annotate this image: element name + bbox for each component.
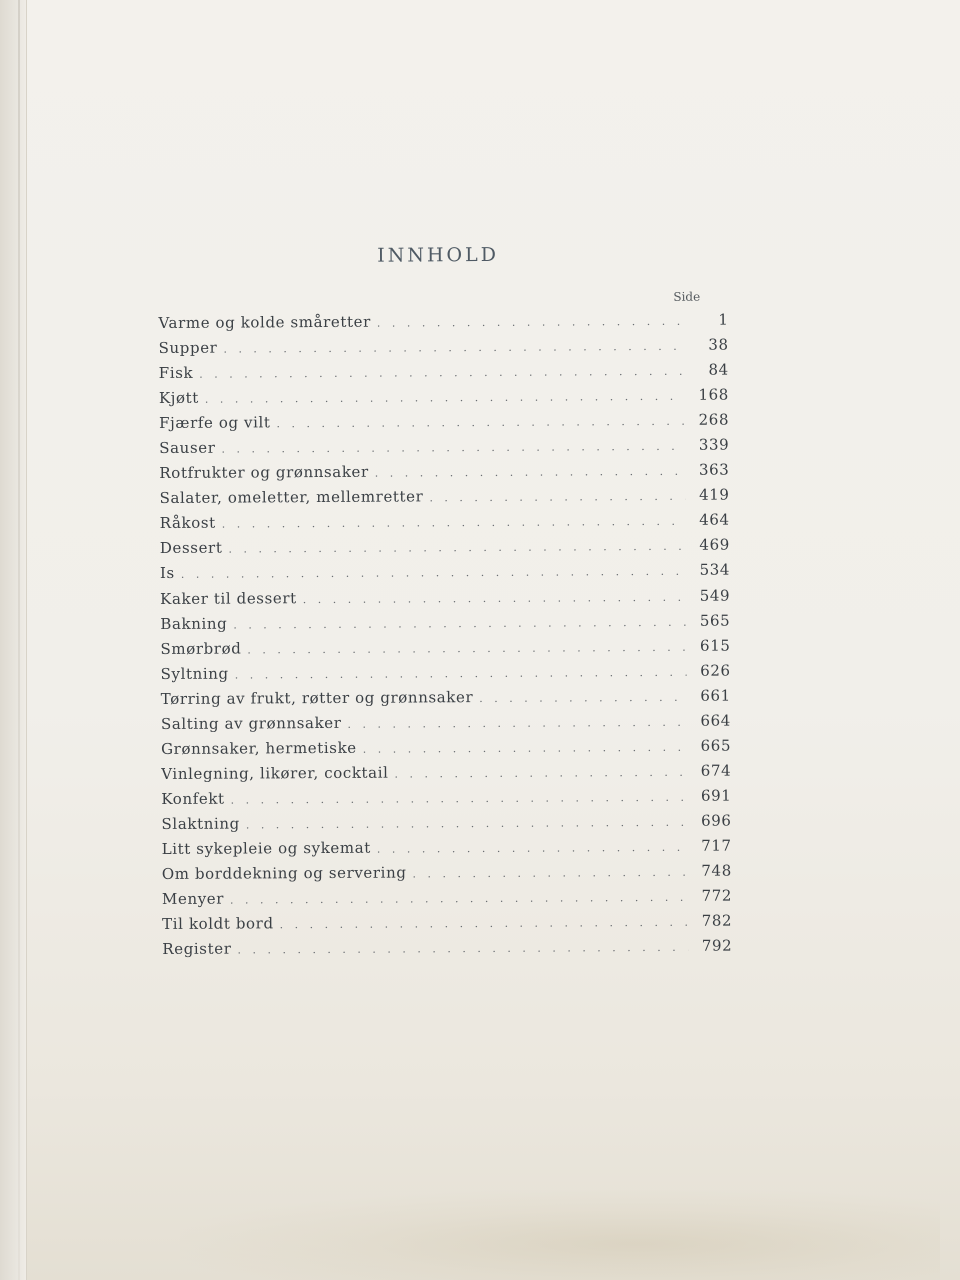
toc-entry-page-number: 549	[699, 586, 731, 605]
toc-entry	[161, 786, 731, 815]
toc-entry	[161, 686, 731, 715]
toc-entry-page-number: 339	[698, 435, 730, 454]
dot-leader	[303, 590, 686, 605]
dot-leader	[199, 365, 685, 381]
toc-entry	[162, 862, 732, 891]
toc-entry-label: Vinlegning, likører, cocktail	[161, 763, 389, 783]
toc-entry	[159, 461, 729, 490]
dot-leader	[377, 315, 685, 330]
dot-leader	[230, 891, 688, 907]
dot-leader	[394, 766, 687, 781]
dot-leader	[246, 816, 688, 832]
toc-entry-page-number: 696	[701, 811, 732, 830]
toc-entry-label: Om borddekning og servering	[161, 863, 407, 884]
toc-entry-page-number: 664	[700, 711, 731, 730]
toc-entry-label: Kjøtt	[158, 388, 199, 408]
toc-entry	[161, 761, 731, 790]
toc-entry	[159, 336, 729, 365]
toc-entry	[159, 411, 729, 440]
toc-entry-label: Register	[162, 939, 232, 959]
dot-leader	[276, 415, 685, 430]
toc-entry-label: Salater, omeletter, mellemretter	[159, 487, 424, 508]
toc-entry	[162, 836, 732, 865]
dot-leader	[377, 841, 688, 856]
dot-leader	[237, 941, 688, 957]
toc-entry-page-number: 626	[700, 661, 731, 680]
toc-entry	[161, 736, 731, 765]
toc-entry	[159, 436, 729, 465]
toc-entry	[161, 711, 731, 740]
toc-entry-label: Sauser	[159, 438, 216, 458]
toc-entry	[162, 912, 732, 941]
toc-entry-label: Råkost	[159, 514, 216, 533]
toc-entry-page-number: 419	[699, 485, 730, 505]
toc-entry-label: Kaker til dessert	[160, 588, 297, 608]
toc-entry-label: Dessert	[159, 539, 223, 558]
toc-entry-page-number: 534	[699, 560, 731, 580]
dot-leader	[429, 490, 685, 505]
toc-entry	[162, 887, 732, 916]
toc-entry-label: Is	[159, 564, 175, 583]
side-column-label: Side	[673, 289, 701, 304]
toc-entry-label: Konfekt	[161, 789, 225, 808]
dot-leader	[412, 866, 687, 881]
toc-entry	[160, 536, 730, 565]
dot-leader	[223, 340, 684, 356]
toc-entry	[161, 811, 731, 840]
dot-leader	[231, 791, 688, 807]
toc-entry-page-number: 772	[701, 886, 733, 905]
toc-entry-page-number: 469	[699, 535, 730, 555]
toc-entry	[160, 586, 730, 615]
dot-leader	[363, 741, 687, 756]
dot-leader	[181, 565, 686, 581]
toc-entry-page-number: 38	[708, 335, 729, 354]
toc-title: INNHOLD	[377, 243, 500, 267]
page-crease	[18, 0, 20, 1280]
water-stain	[180, 1190, 940, 1280]
toc-entry	[159, 486, 729, 515]
toc-entry-page-number: 665	[700, 736, 732, 755]
toc-entry-label: Grønnsaker, hermetiske	[161, 738, 357, 758]
toc-entry-label: Salting av grønnsaker	[160, 713, 342, 733]
dot-leader	[247, 640, 686, 656]
toc-entry-page-number: 268	[698, 410, 730, 429]
toc-entry	[160, 611, 730, 640]
toc-entry	[160, 636, 730, 665]
toc-entry-label: Smørbrød	[160, 639, 242, 658]
toc-entry-page-number: 691	[700, 786, 732, 805]
toc-entry	[158, 311, 728, 340]
toc-entry-page-number: 792	[701, 936, 733, 955]
toc-entry-page-number: 363	[698, 460, 730, 479]
toc-entry-page-number: 748	[701, 861, 732, 880]
toc-entry-label: Fjærfe og vilt	[159, 413, 271, 433]
dot-leader	[280, 916, 689, 931]
dot-leader	[233, 615, 686, 631]
toc-entry-label: Bakning	[160, 614, 228, 633]
dot-leader	[228, 540, 685, 556]
toc-entry-page-number: 168	[698, 385, 729, 404]
dot-leader	[479, 690, 687, 704]
toc-entry-page-number: 464	[699, 510, 730, 530]
toc-entry-page-number: 565	[699, 611, 731, 630]
toc-entry-label: Litt sykepleie og sykemat	[161, 838, 371, 858]
toc-entry-page-number: 674	[700, 761, 732, 780]
toc-entry-page-number: 717	[701, 836, 732, 855]
dot-leader	[347, 716, 687, 731]
toc-entry-label: Menyer	[161, 889, 225, 909]
dot-leader	[205, 390, 685, 406]
toc-entry-label: Rotfrukter og grønnsaker	[159, 462, 369, 483]
toc-entry-page-number: 661	[700, 686, 731, 705]
dot-leader	[222, 515, 686, 531]
toc-entry	[159, 361, 729, 390]
toc-entry-label: Tørring av frukt, røtter og grønnsaker	[160, 687, 474, 708]
spine-edge	[0, 0, 27, 1280]
toc-entry	[160, 561, 730, 590]
toc-entry-label: Varme og kolde småretter	[158, 312, 371, 332]
toc-entry-label: Supper	[158, 338, 218, 358]
dot-leader	[221, 440, 685, 456]
table-of-contents	[158, 243, 732, 976]
toc-entry-label: Syltning	[160, 664, 229, 683]
toc-entry-page-number: 615	[699, 636, 731, 655]
toc-entry-page-number: 1	[718, 310, 729, 329]
toc-entry-label: Fisk	[158, 363, 194, 383]
toc-entry	[162, 937, 732, 966]
toc-entry	[161, 661, 731, 690]
dot-leader	[375, 465, 686, 480]
toc-entries	[158, 311, 732, 966]
toc-entry-label: Til koldt bord	[162, 914, 274, 934]
toc-entry	[159, 386, 729, 415]
dot-leader	[235, 665, 687, 681]
toc-entry-label: Slaktning	[161, 814, 240, 833]
toc-entry-page-number: 782	[701, 911, 733, 930]
toc-entry	[160, 511, 730, 540]
toc-entry-page-number: 84	[708, 360, 729, 379]
